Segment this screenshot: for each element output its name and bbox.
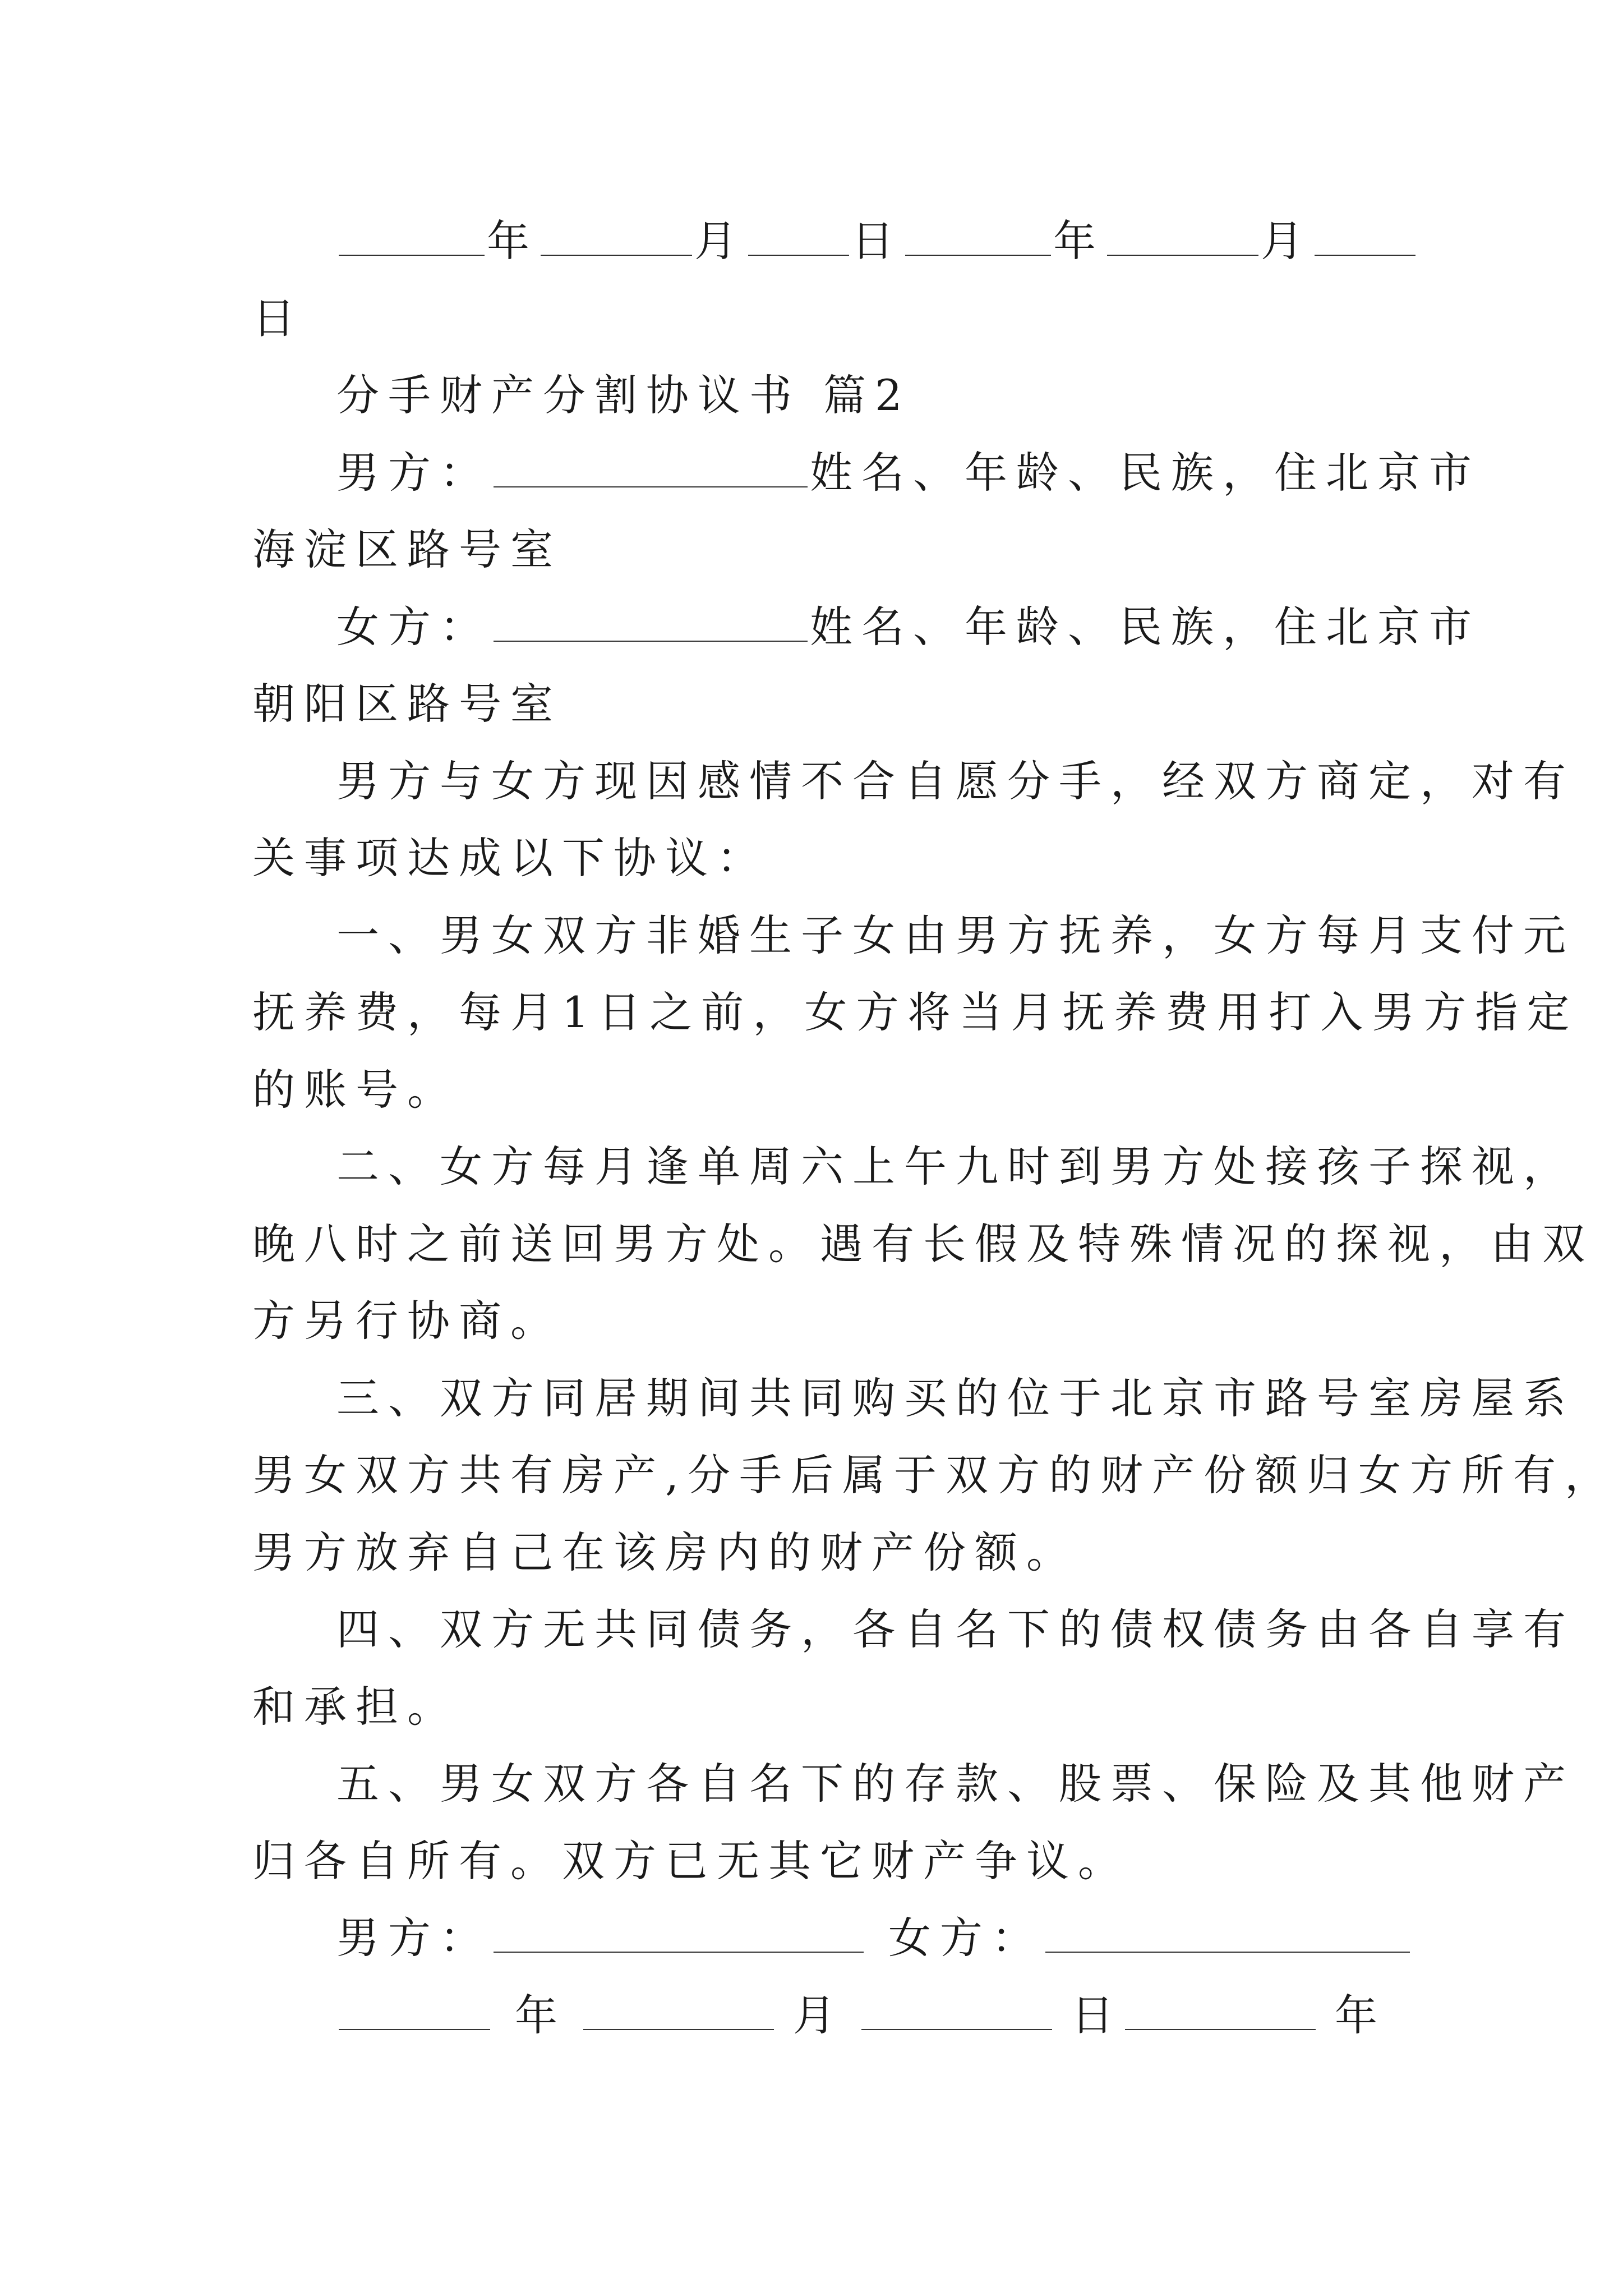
year-label: 年: [1335, 1990, 1386, 2040]
female-party-address: 朝阳区路号室: [252, 679, 562, 729]
year-label: 年: [487, 216, 538, 266]
blank-line: [339, 1994, 490, 2030]
blank-line: [583, 1994, 774, 2030]
clause-2-line-1: 二、女方每月逢单周六上午九时到男方处接孩子探视，: [336, 1142, 1575, 1191]
blank-line: [1315, 220, 1415, 256]
month-label: 月: [1261, 216, 1312, 266]
female-party-label: 女方：: [336, 602, 491, 652]
blank-line: [541, 220, 692, 256]
blank-line: [1125, 1994, 1316, 2030]
clause-4-line-2: 和承担。: [252, 1682, 459, 1732]
intro-line-2: 关事项达成以下协议：: [252, 833, 768, 883]
clause-1-line-3: 的账号。: [252, 1065, 459, 1115]
female-signature-label: 女方：: [888, 1913, 1043, 1963]
female-party-desc: 姓名、年龄、民族，住北京市: [810, 602, 1481, 652]
month-label: 月: [694, 216, 746, 266]
clause-1-line-1: 一、男女双方非婚生子女由男方抚养，女方每月支付元: [336, 910, 1575, 960]
month-label: 月: [793, 1990, 845, 2040]
clause-3-line-3: 男方放弃自己在该房内的财产份额。: [252, 1527, 1078, 1577]
day-wrap-label: 日: [252, 293, 304, 343]
day-label: 日: [851, 216, 903, 266]
female-party-line: [336, 602, 1481, 652]
signature-row: [336, 1913, 1458, 1963]
blank-line: [494, 606, 808, 642]
clause-2-line-2: 晚八时之前送回男方处。遇有长假及特殊情况的探视，由双: [252, 1219, 1594, 1269]
blank-line: [1045, 1917, 1410, 1953]
clause-4-line-1: 四、双方无共同债务，各自名下的债权债务由各自享有: [336, 1604, 1575, 1654]
male-party-desc: 姓名、年龄、民族，住北京市: [810, 448, 1481, 498]
year-label: 年: [1053, 216, 1105, 266]
clause-5-line-1: 五、男女双方各自名下的存款、股票、保险及其他财产: [336, 1759, 1575, 1809]
blank-line: [494, 1917, 864, 1953]
male-party-line: [336, 448, 1481, 498]
date-row-1: [336, 216, 1458, 266]
blank-line: [861, 1994, 1052, 2030]
male-party-address: 海淀区路号室: [252, 524, 562, 574]
section-title: 分手财产分割协议书 篇2: [336, 370, 911, 420]
blank-line: [905, 220, 1051, 256]
clause-3-line-2: 男女双方共有房产,分手后属于双方的财产份额归女方所有，: [252, 1450, 1617, 1500]
day-label: 日: [1071, 1990, 1123, 2040]
blank-line: [1107, 220, 1258, 256]
intro-line-1: 男方与女方现因感情不合自愿分手，经双方商定，对有: [336, 756, 1575, 806]
blank-line: [339, 220, 485, 256]
clause-1-line-2: 抚养费，每月1日之前，女方将当月抚养费用打入男方指定: [252, 987, 1579, 1037]
male-party-label: 男方：: [336, 448, 491, 498]
clause-5-line-2: 归各自所有。双方已无其它财产争议。: [252, 1836, 1129, 1886]
clause-3-line-1: 三、双方同居期间共同购买的位于北京市路号室房屋系: [336, 1373, 1575, 1423]
year-label: 年: [515, 1990, 566, 2040]
blank-line: [748, 220, 849, 256]
clause-2-line-3: 方另行协商。: [252, 1296, 562, 1346]
blank-line: [494, 452, 808, 487]
male-signature-label: 男方：: [336, 1913, 491, 1963]
date-row-2: [336, 1990, 1458, 2040]
